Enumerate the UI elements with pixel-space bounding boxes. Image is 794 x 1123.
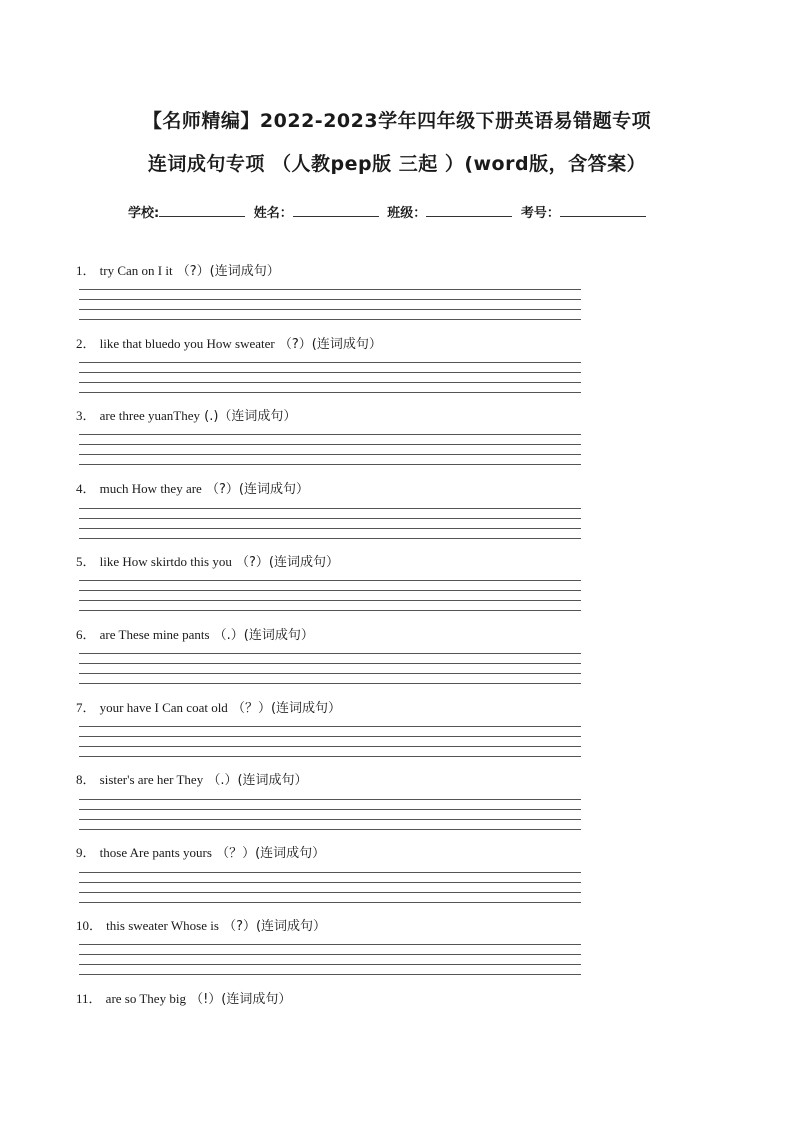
question-hint: （.）(连词成句） bbox=[207, 773, 308, 788]
question-number: 4． bbox=[76, 481, 96, 496]
school-label: 学校: bbox=[128, 206, 160, 221]
question-9 bbox=[76, 842, 596, 861]
question-hint: （?）(连词成句） bbox=[205, 482, 309, 497]
question-hint: (.)（连词成句） bbox=[204, 409, 297, 424]
question-words: this sweater Whose is bbox=[106, 918, 219, 933]
question-words: are three yuanThey bbox=[99, 408, 200, 423]
question-10 bbox=[76, 915, 596, 934]
question-number: 9． bbox=[76, 845, 96, 860]
question-5 bbox=[76, 551, 596, 570]
class-blank[interactable] bbox=[426, 204, 512, 217]
answer-lines[interactable] bbox=[79, 508, 581, 539]
answer-lines[interactable] bbox=[79, 580, 581, 611]
question-words: those Are pants yours bbox=[99, 845, 212, 860]
question-words: like How skirtdo this you bbox=[99, 554, 232, 569]
answer-lines[interactable] bbox=[79, 362, 581, 393]
exam-number-blank[interactable] bbox=[560, 204, 646, 217]
question-hint: （？）(连词成句） bbox=[231, 701, 342, 716]
question-words: are so They big bbox=[105, 991, 186, 1006]
page-title: 【名师精编】2022-2023学年四年级下册英语易错题专项 bbox=[142, 110, 652, 132]
question-number: 1． bbox=[76, 263, 96, 278]
question-number: 7． bbox=[76, 700, 96, 715]
question-2 bbox=[76, 333, 596, 352]
question-number: 5． bbox=[76, 554, 96, 569]
exam-number-label: 考号： bbox=[520, 206, 560, 221]
answer-lines[interactable] bbox=[79, 653, 581, 684]
question-hint: （!）(连词成句） bbox=[190, 992, 292, 1007]
question-number: 8． bbox=[76, 772, 96, 787]
student-info-row bbox=[128, 202, 688, 221]
question-6 bbox=[76, 624, 596, 643]
school-blank[interactable] bbox=[159, 204, 245, 217]
question-hint: （?）(连词成句） bbox=[223, 919, 327, 934]
answer-lines[interactable] bbox=[79, 799, 581, 830]
answer-lines[interactable] bbox=[79, 944, 581, 975]
question-hint: （?）(连词成句） bbox=[235, 555, 339, 570]
question-4 bbox=[76, 478, 596, 497]
question-number: 10． bbox=[76, 918, 103, 933]
answer-lines[interactable] bbox=[79, 434, 581, 465]
name-blank[interactable] bbox=[293, 204, 379, 217]
answer-lines[interactable] bbox=[79, 872, 581, 903]
question-number: 2． bbox=[76, 336, 96, 351]
question-3 bbox=[76, 405, 596, 424]
page-subtitle: 连词成句专项 （人教pep版 三起 ）(word版，含答案） bbox=[147, 153, 647, 175]
question-number: 11． bbox=[76, 991, 102, 1006]
question-words: like that bluedo you How sweater bbox=[99, 336, 275, 351]
question-number: 3． bbox=[76, 408, 96, 423]
question-hint: （?）(连词成句） bbox=[176, 264, 280, 279]
question-words: sister's are her They bbox=[99, 772, 204, 787]
question-7 bbox=[76, 697, 596, 716]
question-hint: （.）(连词成句） bbox=[213, 628, 314, 643]
question-11 bbox=[76, 988, 596, 1007]
question-words: try Can on I it bbox=[99, 263, 173, 278]
question-8 bbox=[76, 769, 596, 788]
name-label: 姓名： bbox=[253, 206, 293, 221]
class-label: 班级： bbox=[387, 206, 427, 221]
question-hint: （?）(连词成句） bbox=[278, 337, 382, 352]
question-1 bbox=[76, 260, 596, 279]
question-words: are These mine pants bbox=[99, 627, 210, 642]
question-words: your have I Can coat old bbox=[99, 700, 228, 715]
question-hint: （？）(连词成句） bbox=[216, 846, 326, 861]
answer-lines[interactable] bbox=[79, 289, 581, 320]
question-number: 6． bbox=[76, 627, 96, 642]
question-words: much How they are bbox=[99, 481, 202, 496]
answer-lines[interactable] bbox=[79, 726, 581, 757]
